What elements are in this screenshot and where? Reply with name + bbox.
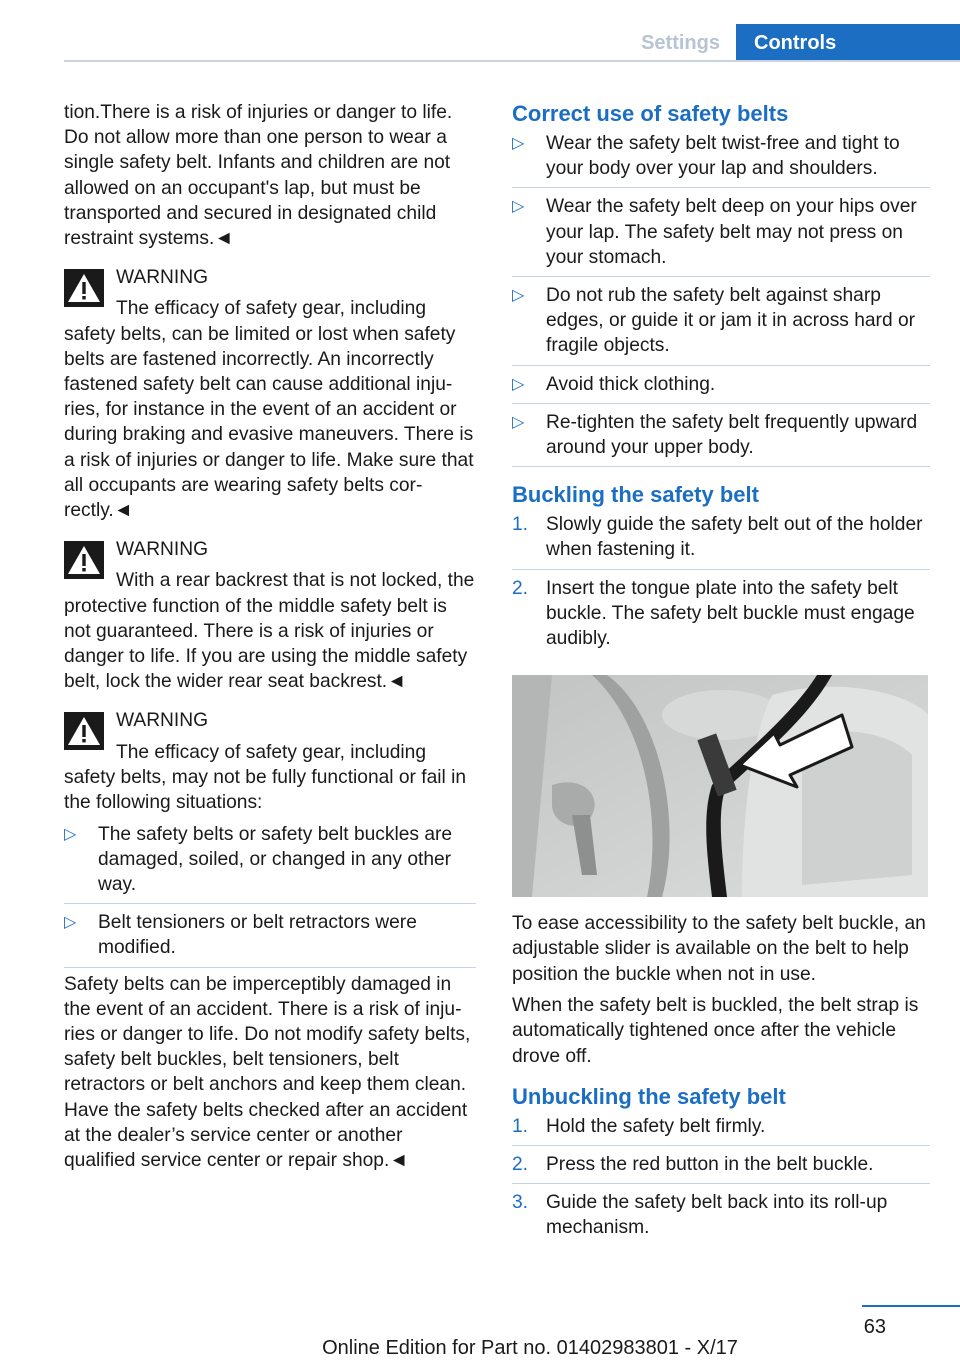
closing-paragraph: Safety belts can be imperceptibly damaged in the event of an accident. There is a risk of injuries or danger to life. Do not modify safety belts, safety belt buckles, belt tensioners, belt retractors or belt anchors and keep them clean. Have the safety belts checked after an accident at the dealer’s service center or another qualified service center or repair shop.◄ <box>64 973 471 1172</box>
warning-title: WARNING <box>116 710 209 732</box>
warning-block <box>64 537 476 694</box>
section-heading-unbuckling: Unbuckling the safety belt <box>512 1083 786 1109</box>
right-column <box>512 100 930 1253</box>
warning-block <box>64 708 476 815</box>
list-item: 1. Hold the safety belt firmly. <box>512 1114 930 1146</box>
list-item: ▷ Wear the safety belt deep on your hips over your lap. The safety belt may not press on your stomach. <box>512 194 930 277</box>
list-item: ▷ Re-tighten the safety belt frequently upward around your upper body. <box>512 410 930 467</box>
warning-triangle-icon <box>64 269 104 307</box>
warning-text: With a rear backrest that is not locked, the protective function of the middle safety belt is not guaranteed. There is a risk of injuries or danger to life. If you are using the middle safety belt, lock the wider rear seat backrest.◄ <box>64 570 475 693</box>
list-item: ▷ Avoid thick clothing. <box>512 372 930 404</box>
buckling-steps <box>512 512 930 657</box>
warning-triangle-icon <box>64 712 104 750</box>
tightening-paragraph: When the safety belt is buckled, the belt strap is automatically tightened once after the vehicle drove off. <box>512 995 919 1067</box>
triangle-bullet-icon: ▷ <box>64 914 77 932</box>
page-number: 63 <box>863 1316 886 1338</box>
list-item: ▷ Do not rub the safety belt against sharp edges, or guide it or jam it in across hard or fragile objects. <box>512 283 930 366</box>
list-item: 2. Press the red button in the belt buckle. <box>512 1152 930 1184</box>
list-item: ▷ Wear the safety belt twist-free and tight to your body over your lap and shoulders. <box>512 131 930 188</box>
warning-triangle-icon <box>64 541 104 579</box>
warning-title: WARNING <box>116 267 209 289</box>
warning-text: The efficacy of safety gear, including safety belts, can be limited or lost when safety belts are fastened incorrectly. An incorrectly fastened safety belt can cause additional injuries, for instance in the event of an accident or during braking and evasive maneuvers. There is a risk of injuries or danger to life. Make sure that all occupants are wearing safety belts correctly.◄ <box>64 298 474 522</box>
slider-paragraph: To ease accessibility to the safety belt buckle, an adjustable slider is available on the belt to help position the buckle when not in use. <box>512 913 926 985</box>
edition-footer: Online Edition for Part no. 01402983801 - X/17 <box>322 1337 738 1359</box>
seat-belt-photo <box>512 675 928 897</box>
triangle-bullet-icon: ▷ <box>512 375 525 393</box>
intro-paragraph: tion.There is a risk of injuries or danger to life. Do not allow more than one person to wear a single safety belt. Infants and children are not allowed on an occupant's lap, but must be transported and secured in designated child restraint systems.◄ <box>64 102 453 250</box>
header-divider <box>64 60 960 62</box>
situations-list <box>64 822 476 968</box>
triangle-bullet-icon: ▷ <box>512 287 525 305</box>
warning-text: The efficacy of safety gear, including safety belts, may not be fully functional or fail in the following situations: <box>64 741 467 814</box>
page-header <box>0 24 960 62</box>
unbuckling-steps <box>512 1114 930 1247</box>
list-item: ▷ The safety belts or safety belt buckles are damaged, soiled, or changed in any other way. <box>64 822 476 905</box>
footer-divider <box>862 1305 960 1307</box>
list-item: ▷ Belt tensioners or belt retractors were modified. <box>64 910 476 967</box>
section-heading-correct-use: Correct use of safety belts <box>512 101 789 126</box>
list-item: 3. Guide the safety belt back into its roll-up mechanism. <box>512 1192 888 1239</box>
warning-title: WARNING <box>116 539 209 561</box>
list-item: 1. Slowly guide the safety belt out of the holder when fastening it. <box>512 512 930 569</box>
list-item: 2. Insert the tongue plate into the safety belt buckle. The safety belt buckle must engage audibly. <box>512 577 915 650</box>
triangle-bullet-icon: ▷ <box>512 135 525 152</box>
section-heading-buckling: Buckling the safety belt <box>512 482 759 508</box>
triangle-bullet-icon: ▷ <box>64 825 77 843</box>
correct-use-list <box>512 131 930 467</box>
seat-belt-illustration <box>512 675 928 897</box>
triangle-bullet-icon: ▷ <box>512 413 525 431</box>
tab-controls[interactable]: Controls <box>736 24 960 62</box>
tab-settings[interactable]: Settings <box>641 32 720 54</box>
warning-block <box>64 265 476 523</box>
left-column <box>64 100 476 1180</box>
triangle-bullet-icon: ▷ <box>512 198 525 216</box>
